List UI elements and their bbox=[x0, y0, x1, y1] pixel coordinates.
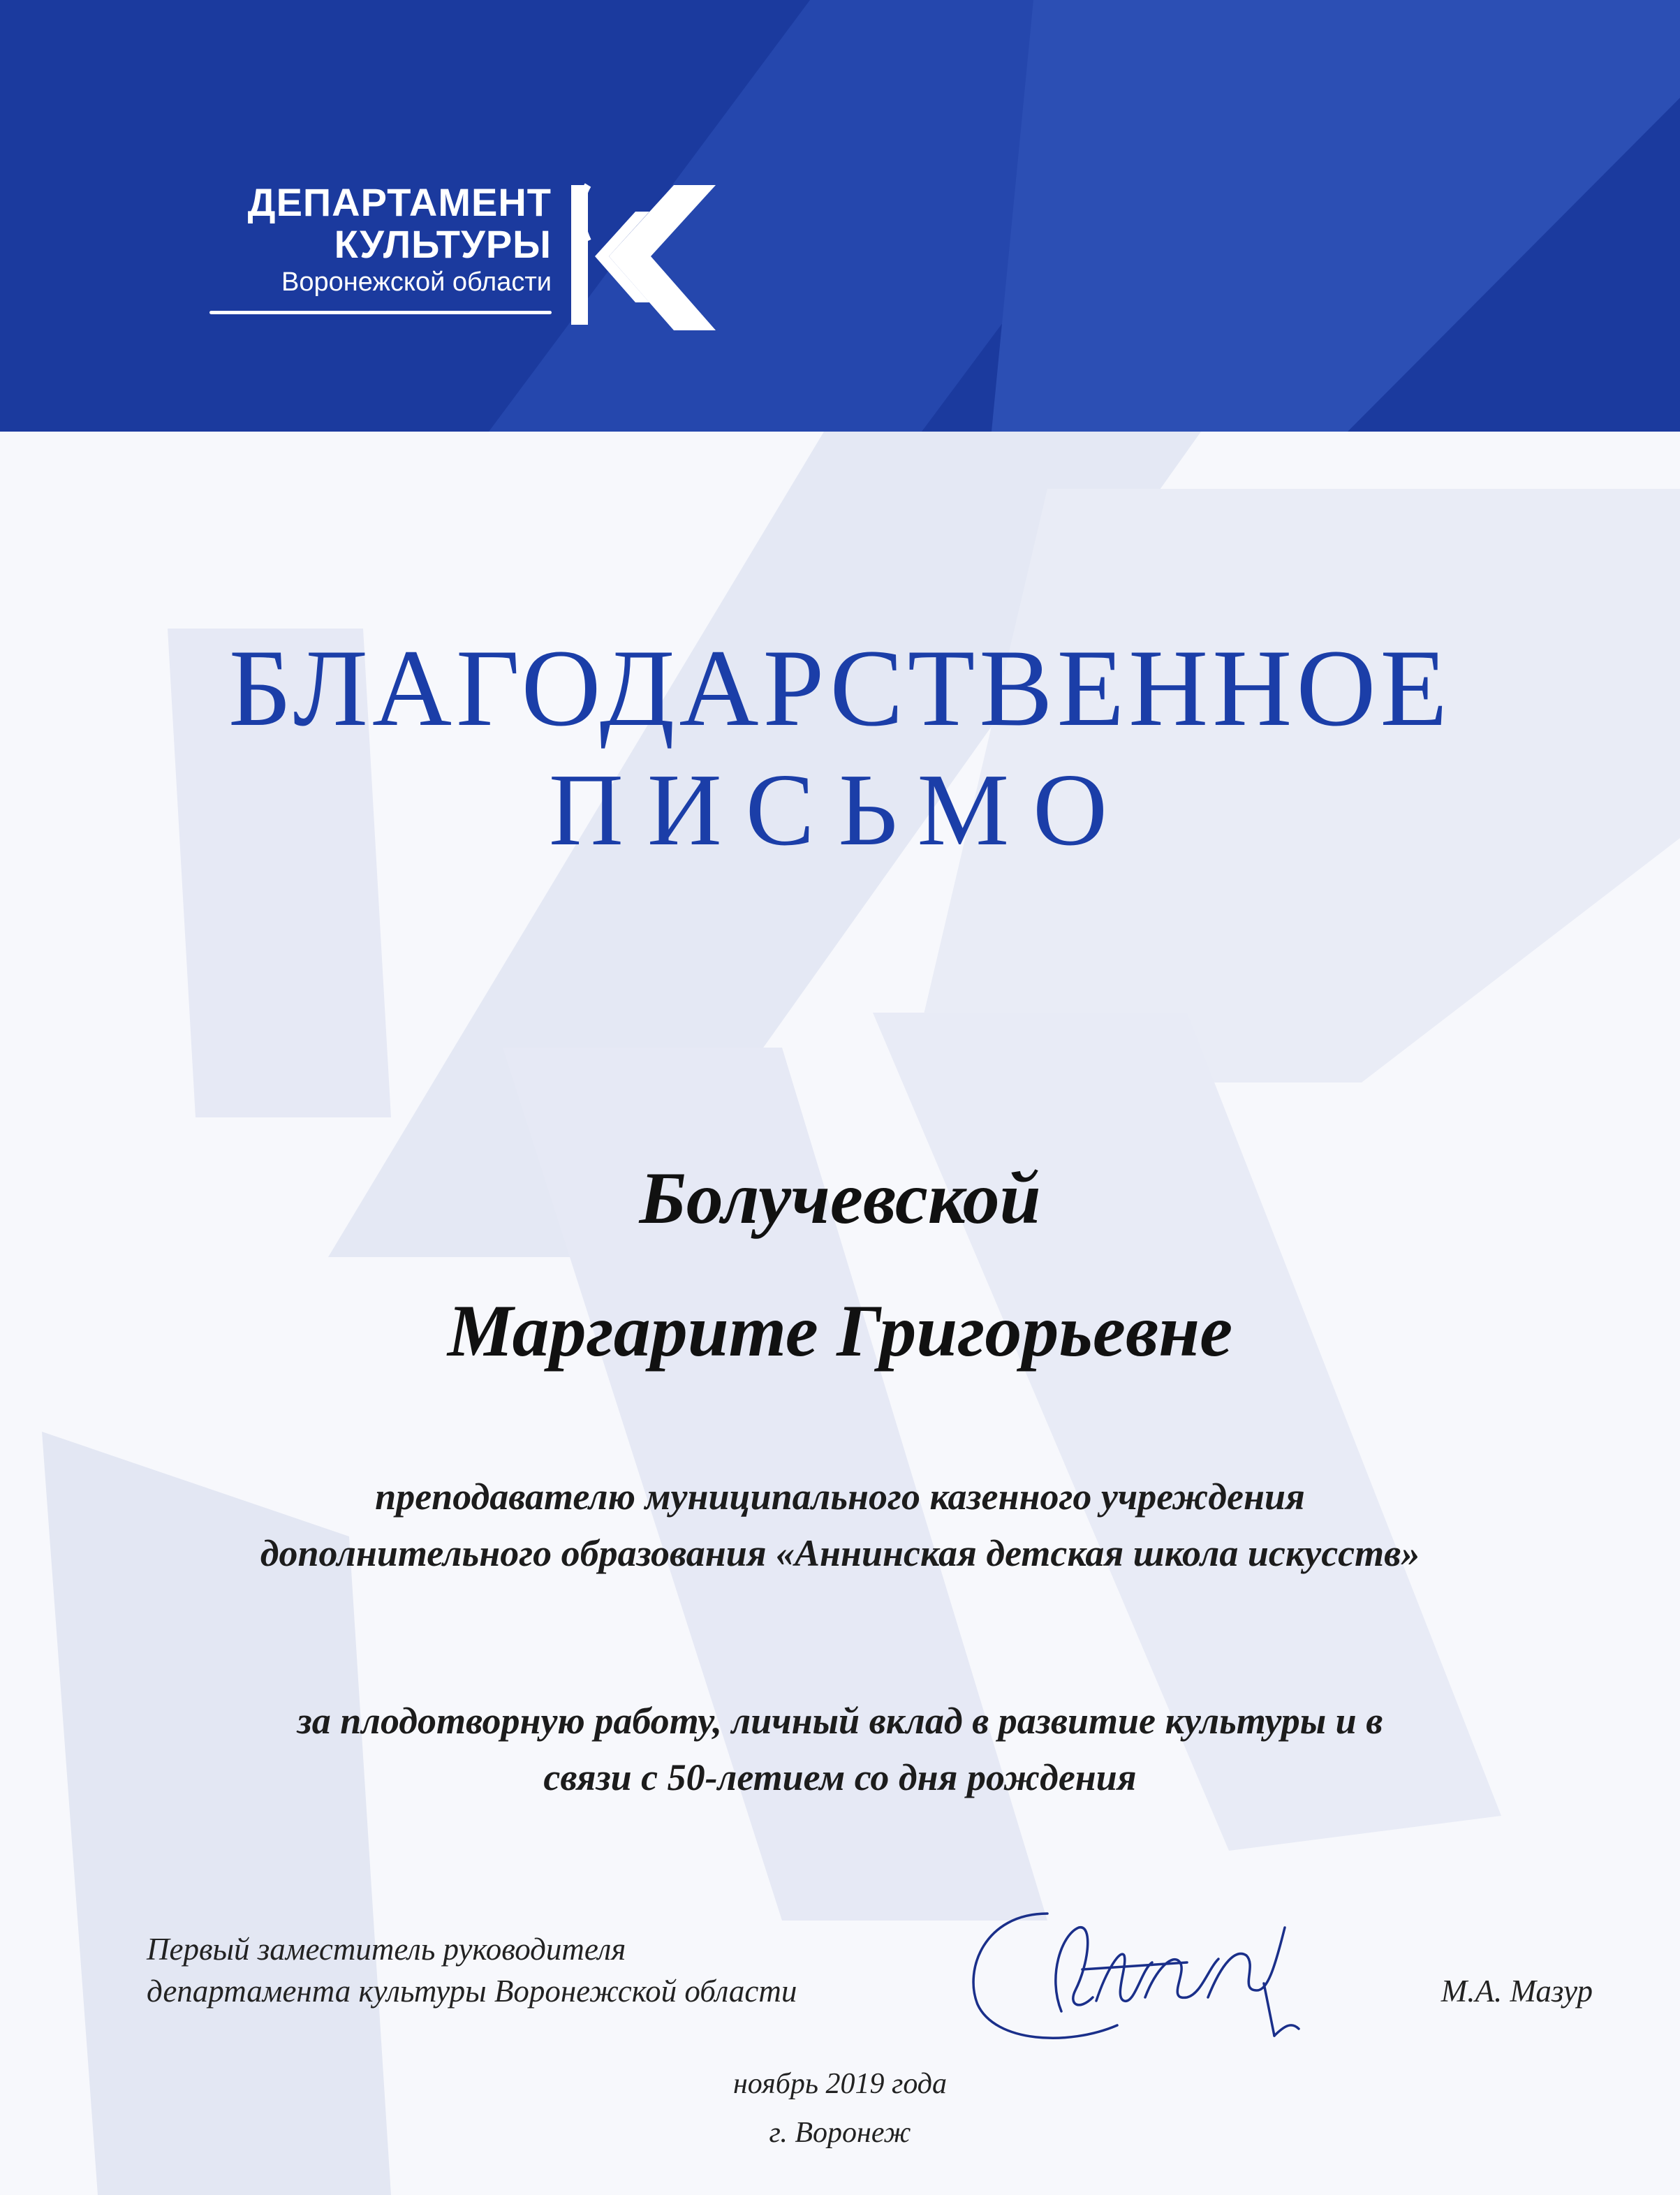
recipient-position-line-2: дополнительного образования «Аннинская детская школа искусств» bbox=[260, 1532, 1420, 1574]
signatory-name: М.А. Мазур bbox=[1440, 1974, 1593, 2009]
award-reason-line-2: связи с 50-летием со дня рождения bbox=[543, 1756, 1137, 1798]
logo-line-1: ДЕПАРТАМЕНТ bbox=[247, 180, 552, 224]
issue-date: ноябрь 2019 года bbox=[732, 2068, 948, 2100]
issue-city: г. Воронеж bbox=[769, 2117, 911, 2149]
signatory-title-line-1: Первый заместитель руководителя bbox=[147, 1932, 626, 1967]
award-reason-line-1: за плодотворную работу, личный вклад в развитие культуры и в bbox=[297, 1700, 1383, 1742]
logo-line-2: КУЛЬТУРЫ bbox=[334, 222, 552, 266]
document-title-line-2: ПИСЬМО bbox=[548, 753, 1131, 867]
logo-underline bbox=[209, 311, 552, 314]
signatory-title-line-2: департамента культуры Воронежской области bbox=[147, 1974, 797, 2009]
document-title-line-1: БЛАГОДАРСТВЕННОЕ bbox=[228, 627, 1452, 749]
handwritten-signature bbox=[957, 1886, 1320, 2060]
recipient-position-line-1: преподавателю муниципального казенного учреждения bbox=[375, 1476, 1305, 1518]
recipient-surname: Болучевской bbox=[639, 1157, 1041, 1239]
letter-k-logo-icon bbox=[559, 178, 726, 335]
logo-line-3: Воронежской области bbox=[281, 267, 552, 297]
recipient-given-name: Маргарите Григорьевне bbox=[447, 1290, 1233, 1372]
department-logo bbox=[209, 178, 726, 339]
